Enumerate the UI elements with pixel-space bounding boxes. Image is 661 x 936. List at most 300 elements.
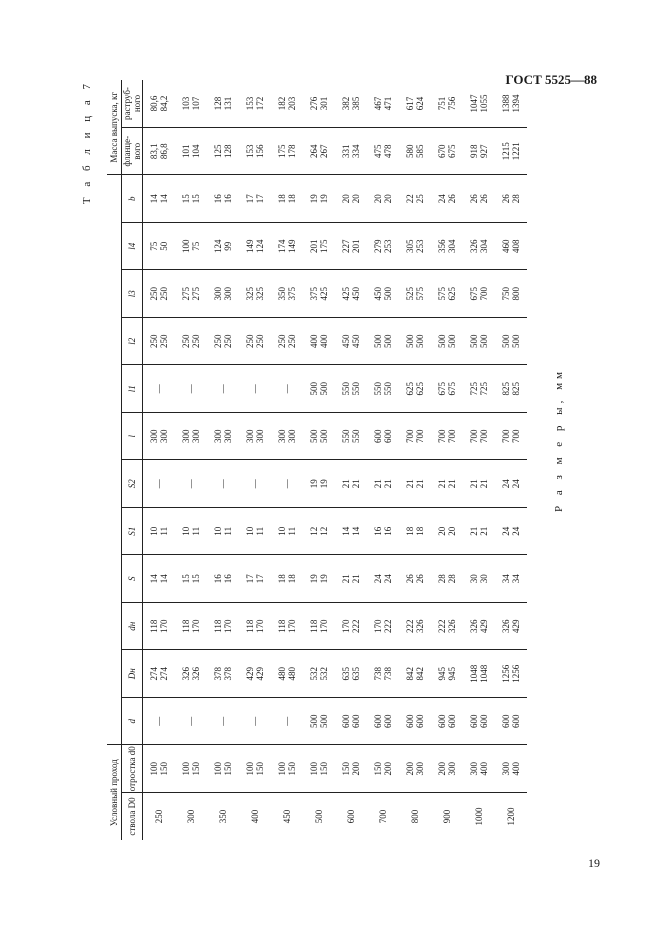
cell-dn bbox=[495, 603, 527, 651]
cell-value: 150 bbox=[255, 762, 265, 776]
cell-value: 18 bbox=[277, 194, 287, 204]
cell-d0 bbox=[143, 745, 176, 793]
cell-S2 bbox=[239, 460, 271, 508]
cell-d0 bbox=[463, 745, 495, 793]
cell-value: 15 bbox=[181, 194, 191, 204]
cell-Dn bbox=[239, 650, 271, 698]
cell-Dn bbox=[303, 650, 335, 698]
cell-value: 264 bbox=[309, 144, 319, 158]
cell-value: 24 bbox=[437, 194, 447, 204]
cell-value: 24 bbox=[501, 479, 511, 489]
cell-value: 16 bbox=[223, 574, 233, 584]
cell-value: 21 bbox=[469, 479, 479, 489]
cell-value: 200 bbox=[437, 762, 447, 776]
cell-S1 bbox=[303, 508, 335, 556]
cell-S bbox=[303, 555, 335, 603]
cell-m_socket bbox=[271, 80, 303, 128]
cell-value: 326 bbox=[181, 667, 191, 681]
cell-l4 bbox=[303, 223, 335, 271]
cell-value: 170 bbox=[191, 619, 201, 633]
cell-value: 182 bbox=[277, 96, 287, 111]
cell-value: 16 bbox=[213, 194, 223, 204]
cell-value: 100 bbox=[309, 762, 319, 776]
cell-value: 378 bbox=[213, 667, 223, 681]
cell-value: 1048 bbox=[479, 664, 489, 683]
cell-d0 bbox=[175, 745, 207, 793]
cell-l4 bbox=[175, 223, 207, 271]
cell-S1 bbox=[463, 508, 495, 556]
cell-value: 26 bbox=[405, 574, 415, 584]
cell-value: 19 bbox=[319, 194, 329, 204]
cell-value: 24 bbox=[501, 526, 511, 536]
cell-m_flange bbox=[239, 128, 271, 176]
cell-value: 201 bbox=[351, 239, 361, 253]
cell-value: 16 bbox=[213, 574, 223, 584]
cell-value: 326 bbox=[191, 667, 201, 681]
cell-l3 bbox=[463, 270, 495, 318]
cell-l bbox=[399, 413, 431, 461]
cell-D0: 350 bbox=[218, 809, 228, 824]
cell-value: 480 bbox=[287, 667, 297, 681]
cell-D0: 1200 bbox=[506, 807, 516, 826]
cell-value: 104 bbox=[191, 144, 201, 158]
cell-value: 156 bbox=[255, 144, 265, 158]
cell-value: 279 bbox=[373, 239, 383, 253]
cell-l3 bbox=[335, 270, 367, 318]
cell-value: 429 bbox=[511, 619, 521, 633]
cell-S bbox=[207, 555, 239, 603]
cell-S2 bbox=[335, 460, 367, 508]
column-header-m_flange: фланце-вого bbox=[122, 128, 143, 176]
cell-value: 19 bbox=[319, 479, 329, 489]
cell-l4 bbox=[495, 223, 527, 271]
cell-value: 400 bbox=[319, 334, 329, 348]
cell-value: 617 bbox=[405, 96, 415, 111]
cell-value: 201 bbox=[309, 239, 319, 253]
cell-D0: 250 bbox=[154, 809, 164, 824]
cell-D0: 600 bbox=[346, 809, 356, 824]
cell-value: 450 bbox=[351, 334, 361, 348]
cell-value: 21 bbox=[437, 479, 447, 489]
cell-value: 600 bbox=[373, 714, 383, 728]
cell-value: 550 bbox=[383, 382, 393, 396]
column-header-d: d bbox=[122, 698, 143, 746]
standard-designation: ГОСТ 5525—88 bbox=[505, 72, 597, 87]
cell-value: 19 bbox=[309, 574, 319, 584]
cell-value: 26 bbox=[469, 194, 479, 204]
cell-value: 275 bbox=[191, 287, 201, 301]
cell-value: 250 bbox=[213, 334, 223, 348]
cell-value: 600 bbox=[341, 714, 351, 728]
cell-d0 bbox=[399, 745, 431, 793]
cell-S2 bbox=[463, 460, 495, 508]
cell-value: 356 bbox=[437, 239, 447, 253]
cell-value: 250 bbox=[287, 334, 297, 348]
column-header-l: l bbox=[122, 413, 143, 461]
cell-value: 300 bbox=[159, 429, 169, 443]
cell-l1 bbox=[399, 365, 431, 413]
cell-value: 12 bbox=[309, 526, 319, 536]
cell-value: 200 bbox=[383, 762, 393, 776]
cell-l4 bbox=[143, 223, 176, 271]
table-row bbox=[207, 80, 239, 840]
cell-d bbox=[271, 698, 303, 746]
cell-Dn bbox=[367, 650, 399, 698]
cell-value: 1394 bbox=[511, 94, 521, 113]
cell-m_socket bbox=[495, 80, 527, 128]
cell-d bbox=[495, 698, 527, 746]
cell-value: 429 bbox=[479, 619, 489, 633]
cell-m_flange bbox=[175, 128, 207, 176]
cell-value: 635 bbox=[341, 667, 351, 681]
cell-l4 bbox=[431, 223, 463, 271]
cell-Dn bbox=[431, 650, 463, 698]
cell-value: 300 bbox=[245, 429, 255, 443]
cell-D0: 500 bbox=[314, 809, 324, 824]
cell-value: 500 bbox=[319, 382, 329, 396]
cell-dn bbox=[431, 603, 463, 651]
cell-value: 149 bbox=[245, 239, 255, 253]
cell-b bbox=[239, 175, 271, 223]
cell-l bbox=[143, 413, 176, 461]
table-row bbox=[143, 80, 176, 840]
cell-value: 14 bbox=[149, 194, 159, 204]
cell-value: — bbox=[186, 479, 196, 489]
cell-value: 11 bbox=[159, 526, 169, 536]
cell-value: 400 bbox=[479, 762, 489, 776]
cell-value: 467 bbox=[373, 96, 383, 111]
cell-value: 300 bbox=[501, 762, 511, 776]
cell-S2 bbox=[175, 460, 207, 508]
cell-value: 124 bbox=[213, 239, 223, 253]
cell-dn bbox=[239, 603, 271, 651]
cell-value: 20 bbox=[373, 194, 383, 204]
cell-value: 756 bbox=[447, 96, 457, 111]
cell-D0: 900 bbox=[442, 809, 452, 824]
cell-value: 500 bbox=[511, 334, 521, 348]
cell-value: 28 bbox=[447, 574, 457, 584]
cell-d0 bbox=[271, 745, 303, 793]
cell-l2 bbox=[303, 318, 335, 366]
cell-value: 550 bbox=[341, 429, 351, 443]
cell-value: 128 bbox=[223, 144, 233, 158]
cell-value: 301 bbox=[319, 96, 329, 111]
cell-b bbox=[207, 175, 239, 223]
cell-value: 550 bbox=[351, 429, 361, 443]
cell-value: 250 bbox=[149, 287, 159, 301]
cell-value: 150 bbox=[341, 762, 351, 776]
cell-value: 30 bbox=[469, 574, 479, 584]
cell-value: 100 bbox=[277, 762, 287, 776]
cell-D0: 450 bbox=[282, 809, 292, 824]
cell-value: 118 bbox=[277, 619, 287, 633]
column-header-D0: ствола D0 bbox=[122, 793, 143, 841]
cell-value: — bbox=[282, 384, 292, 394]
cell-S1 bbox=[143, 508, 176, 556]
cell-l2 bbox=[495, 318, 527, 366]
table-row bbox=[335, 80, 367, 840]
cell-l bbox=[303, 413, 335, 461]
cell-value: 600 bbox=[383, 714, 393, 728]
cell-l2 bbox=[143, 318, 176, 366]
cell-value: 11 bbox=[255, 526, 265, 536]
cell-value: 100 bbox=[181, 239, 191, 253]
cell-value: 500 bbox=[319, 714, 329, 728]
cell-l1 bbox=[495, 365, 527, 413]
cell-value: 10 bbox=[277, 526, 287, 536]
cell-value: 118 bbox=[245, 619, 255, 633]
cell-value: 227 bbox=[341, 239, 351, 253]
cell-D0: 700 bbox=[378, 809, 388, 824]
cell-value: 131 bbox=[223, 96, 233, 111]
cell-value: 400 bbox=[511, 762, 521, 776]
cell-value: 300 bbox=[213, 429, 223, 443]
cell-value: — bbox=[250, 384, 260, 394]
cell-D0: 400 bbox=[250, 809, 260, 824]
cell-l bbox=[335, 413, 367, 461]
cell-value: 700 bbox=[469, 429, 479, 443]
cell-value: 200 bbox=[351, 762, 361, 776]
cell-m_socket bbox=[335, 80, 367, 128]
cell-Dn bbox=[495, 650, 527, 698]
cell-value: 250 bbox=[149, 334, 159, 348]
cell-value: 16 bbox=[373, 526, 383, 536]
cell-value: — bbox=[154, 384, 164, 394]
cell-value: 222 bbox=[437, 619, 447, 633]
cell-value: 945 bbox=[437, 667, 447, 681]
cell-value: — bbox=[250, 479, 260, 489]
cell-value: 500 bbox=[447, 334, 457, 348]
cell-value: 149 bbox=[287, 239, 297, 253]
cell-value: 575 bbox=[415, 287, 425, 301]
cell-l1 bbox=[335, 365, 367, 413]
column-header-S1: S1 bbox=[122, 508, 143, 556]
cell-value: 700 bbox=[415, 429, 425, 443]
cell-value: 500 bbox=[437, 334, 447, 348]
cell-l1 bbox=[207, 365, 239, 413]
cell-value: 1215 bbox=[501, 142, 511, 161]
cell-value: 300 bbox=[469, 762, 479, 776]
cell-l3 bbox=[143, 270, 176, 318]
cell-S2 bbox=[495, 460, 527, 508]
cell-value: 21 bbox=[415, 479, 425, 489]
cell-l2 bbox=[431, 318, 463, 366]
cell-value: 11 bbox=[223, 526, 233, 536]
cell-value: 700 bbox=[437, 429, 447, 443]
cell-value: 21 bbox=[351, 574, 361, 584]
cell-d bbox=[367, 698, 399, 746]
cell-value: 670 bbox=[437, 144, 447, 158]
cell-l2 bbox=[399, 318, 431, 366]
cell-value: 918 bbox=[469, 144, 479, 158]
cell-value: 21 bbox=[351, 479, 361, 489]
cell-value: 600 bbox=[351, 714, 361, 728]
column-header-S2: S2 bbox=[122, 460, 143, 508]
cell-value: 150 bbox=[287, 762, 297, 776]
cell-S2 bbox=[303, 460, 335, 508]
cell-value: 250 bbox=[191, 334, 201, 348]
cell-value: 600 bbox=[415, 714, 425, 728]
cell-value: 14 bbox=[149, 574, 159, 584]
cell-value: 170 bbox=[287, 619, 297, 633]
cell-value: 10 bbox=[213, 526, 223, 536]
cell-value: 12 bbox=[319, 526, 329, 536]
cell-value: 738 bbox=[373, 667, 383, 681]
column-header-S: S bbox=[122, 555, 143, 603]
cell-value: 500 bbox=[373, 334, 383, 348]
cell-value: 300 bbox=[287, 429, 297, 443]
cell-Dn bbox=[175, 650, 207, 698]
cell-value: 825 bbox=[511, 382, 521, 396]
cell-value: 250 bbox=[181, 334, 191, 348]
cell-value: 153 bbox=[245, 144, 255, 158]
cell-value: 20 bbox=[341, 194, 351, 204]
cell-value: 378 bbox=[223, 667, 233, 681]
cell-d bbox=[335, 698, 367, 746]
cell-value: 118 bbox=[213, 619, 223, 633]
cell-value: 17 bbox=[255, 574, 265, 584]
cell-value: 14 bbox=[159, 574, 169, 584]
cell-S1 bbox=[239, 508, 271, 556]
cell-value: 1221 bbox=[511, 142, 521, 161]
cell-value: 26 bbox=[501, 194, 511, 204]
cell-value: 532 bbox=[309, 667, 319, 681]
cell-l3 bbox=[271, 270, 303, 318]
cell-value: 170 bbox=[159, 619, 169, 633]
dimensions-table bbox=[107, 80, 527, 840]
cell-value: 326 bbox=[501, 619, 511, 633]
cell-S2 bbox=[399, 460, 431, 508]
cell-value: — bbox=[154, 479, 164, 489]
cell-l3 bbox=[175, 270, 207, 318]
cell-value: 600 bbox=[479, 714, 489, 728]
table-row bbox=[399, 80, 431, 840]
cell-l1 bbox=[239, 365, 271, 413]
cell-m_flange bbox=[367, 128, 399, 176]
cell-value: 326 bbox=[469, 239, 479, 253]
cell-value: — bbox=[218, 479, 228, 489]
cell-D0: 300 bbox=[186, 809, 196, 824]
cell-value: 99 bbox=[223, 241, 233, 251]
cell-value: 550 bbox=[351, 382, 361, 396]
cell-d bbox=[239, 698, 271, 746]
cell-value: 385 bbox=[351, 96, 361, 111]
cell-value: 203 bbox=[287, 96, 297, 111]
cell-l2 bbox=[207, 318, 239, 366]
cell-value: 1048 bbox=[469, 664, 479, 683]
cell-value: 86,8 bbox=[159, 143, 169, 160]
cell-m_socket bbox=[367, 80, 399, 128]
cell-value: 150 bbox=[159, 762, 169, 776]
cell-S bbox=[495, 555, 527, 603]
cell-l4 bbox=[335, 223, 367, 271]
cell-l bbox=[207, 413, 239, 461]
cell-value: 500 bbox=[501, 334, 511, 348]
cell-value: 250 bbox=[255, 334, 265, 348]
cell-value: 18 bbox=[287, 574, 297, 584]
cell-dn bbox=[367, 603, 399, 651]
cell-value: 14 bbox=[341, 526, 351, 536]
cell-l1 bbox=[303, 365, 335, 413]
cell-value: 842 bbox=[405, 667, 415, 681]
cell-value: 575 bbox=[437, 287, 447, 301]
cell-l3 bbox=[207, 270, 239, 318]
cell-value: 21 bbox=[405, 479, 415, 489]
cell-value: 300 bbox=[415, 762, 425, 776]
cell-m_socket bbox=[239, 80, 271, 128]
cell-S bbox=[367, 555, 399, 603]
cell-value: 24 bbox=[511, 479, 521, 489]
cell-value: 21 bbox=[341, 574, 351, 584]
cell-value: — bbox=[186, 384, 196, 394]
cell-value: 222 bbox=[383, 619, 393, 633]
table-row bbox=[495, 80, 527, 840]
cell-l bbox=[175, 413, 207, 461]
cell-m_socket bbox=[431, 80, 463, 128]
cell-value: 10 bbox=[245, 526, 255, 536]
cell-Dn bbox=[399, 650, 431, 698]
cell-value: 100 bbox=[245, 762, 255, 776]
cell-value: 103 bbox=[181, 96, 191, 111]
cell-value: 107 bbox=[191, 96, 201, 111]
cell-S bbox=[431, 555, 463, 603]
cell-value: 500 bbox=[309, 429, 319, 443]
cell-S bbox=[335, 555, 367, 603]
cell-value: 478 bbox=[383, 144, 393, 158]
cell-value: 300 bbox=[149, 429, 159, 443]
cell-value: 471 bbox=[383, 96, 393, 111]
cell-value: 19 bbox=[309, 194, 319, 204]
cell-d0 bbox=[239, 745, 271, 793]
cell-l4 bbox=[463, 223, 495, 271]
cell-value: 17 bbox=[255, 194, 265, 204]
cell-value: 19 bbox=[319, 574, 329, 584]
cell-value: 83,1 bbox=[149, 143, 159, 160]
cell-value: 700 bbox=[479, 287, 489, 301]
page-number: 19 bbox=[588, 856, 600, 870]
cell-S1 bbox=[335, 508, 367, 556]
cell-value: 425 bbox=[341, 287, 351, 301]
table-row bbox=[175, 80, 207, 840]
cell-value: 725 bbox=[479, 382, 489, 396]
cell-S1 bbox=[399, 508, 431, 556]
cell-l bbox=[495, 413, 527, 461]
table-row bbox=[239, 80, 271, 840]
cell-value: 725 bbox=[469, 382, 479, 396]
cell-value: 10 bbox=[149, 526, 159, 536]
cell-m_socket bbox=[399, 80, 431, 128]
cell-dn bbox=[303, 603, 335, 651]
column-header-l3: l3 bbox=[122, 270, 143, 318]
cell-value: 21 bbox=[469, 526, 479, 536]
cell-l bbox=[367, 413, 399, 461]
cell-value: 18 bbox=[287, 194, 297, 204]
cell-value: 200 bbox=[405, 762, 415, 776]
cell-value: — bbox=[250, 716, 260, 726]
cell-value: 26 bbox=[447, 194, 457, 204]
cell-value: 15 bbox=[191, 194, 201, 204]
cell-value: 429 bbox=[245, 667, 255, 681]
cell-value: 300 bbox=[223, 287, 233, 301]
cell-m_flange bbox=[143, 128, 176, 176]
cell-value: 253 bbox=[383, 239, 393, 253]
cell-Dn bbox=[207, 650, 239, 698]
cell-value: 400 bbox=[309, 334, 319, 348]
cell-Dn bbox=[271, 650, 303, 698]
cell-value: 500 bbox=[479, 334, 489, 348]
cell-dn bbox=[463, 603, 495, 651]
cell-S1 bbox=[207, 508, 239, 556]
